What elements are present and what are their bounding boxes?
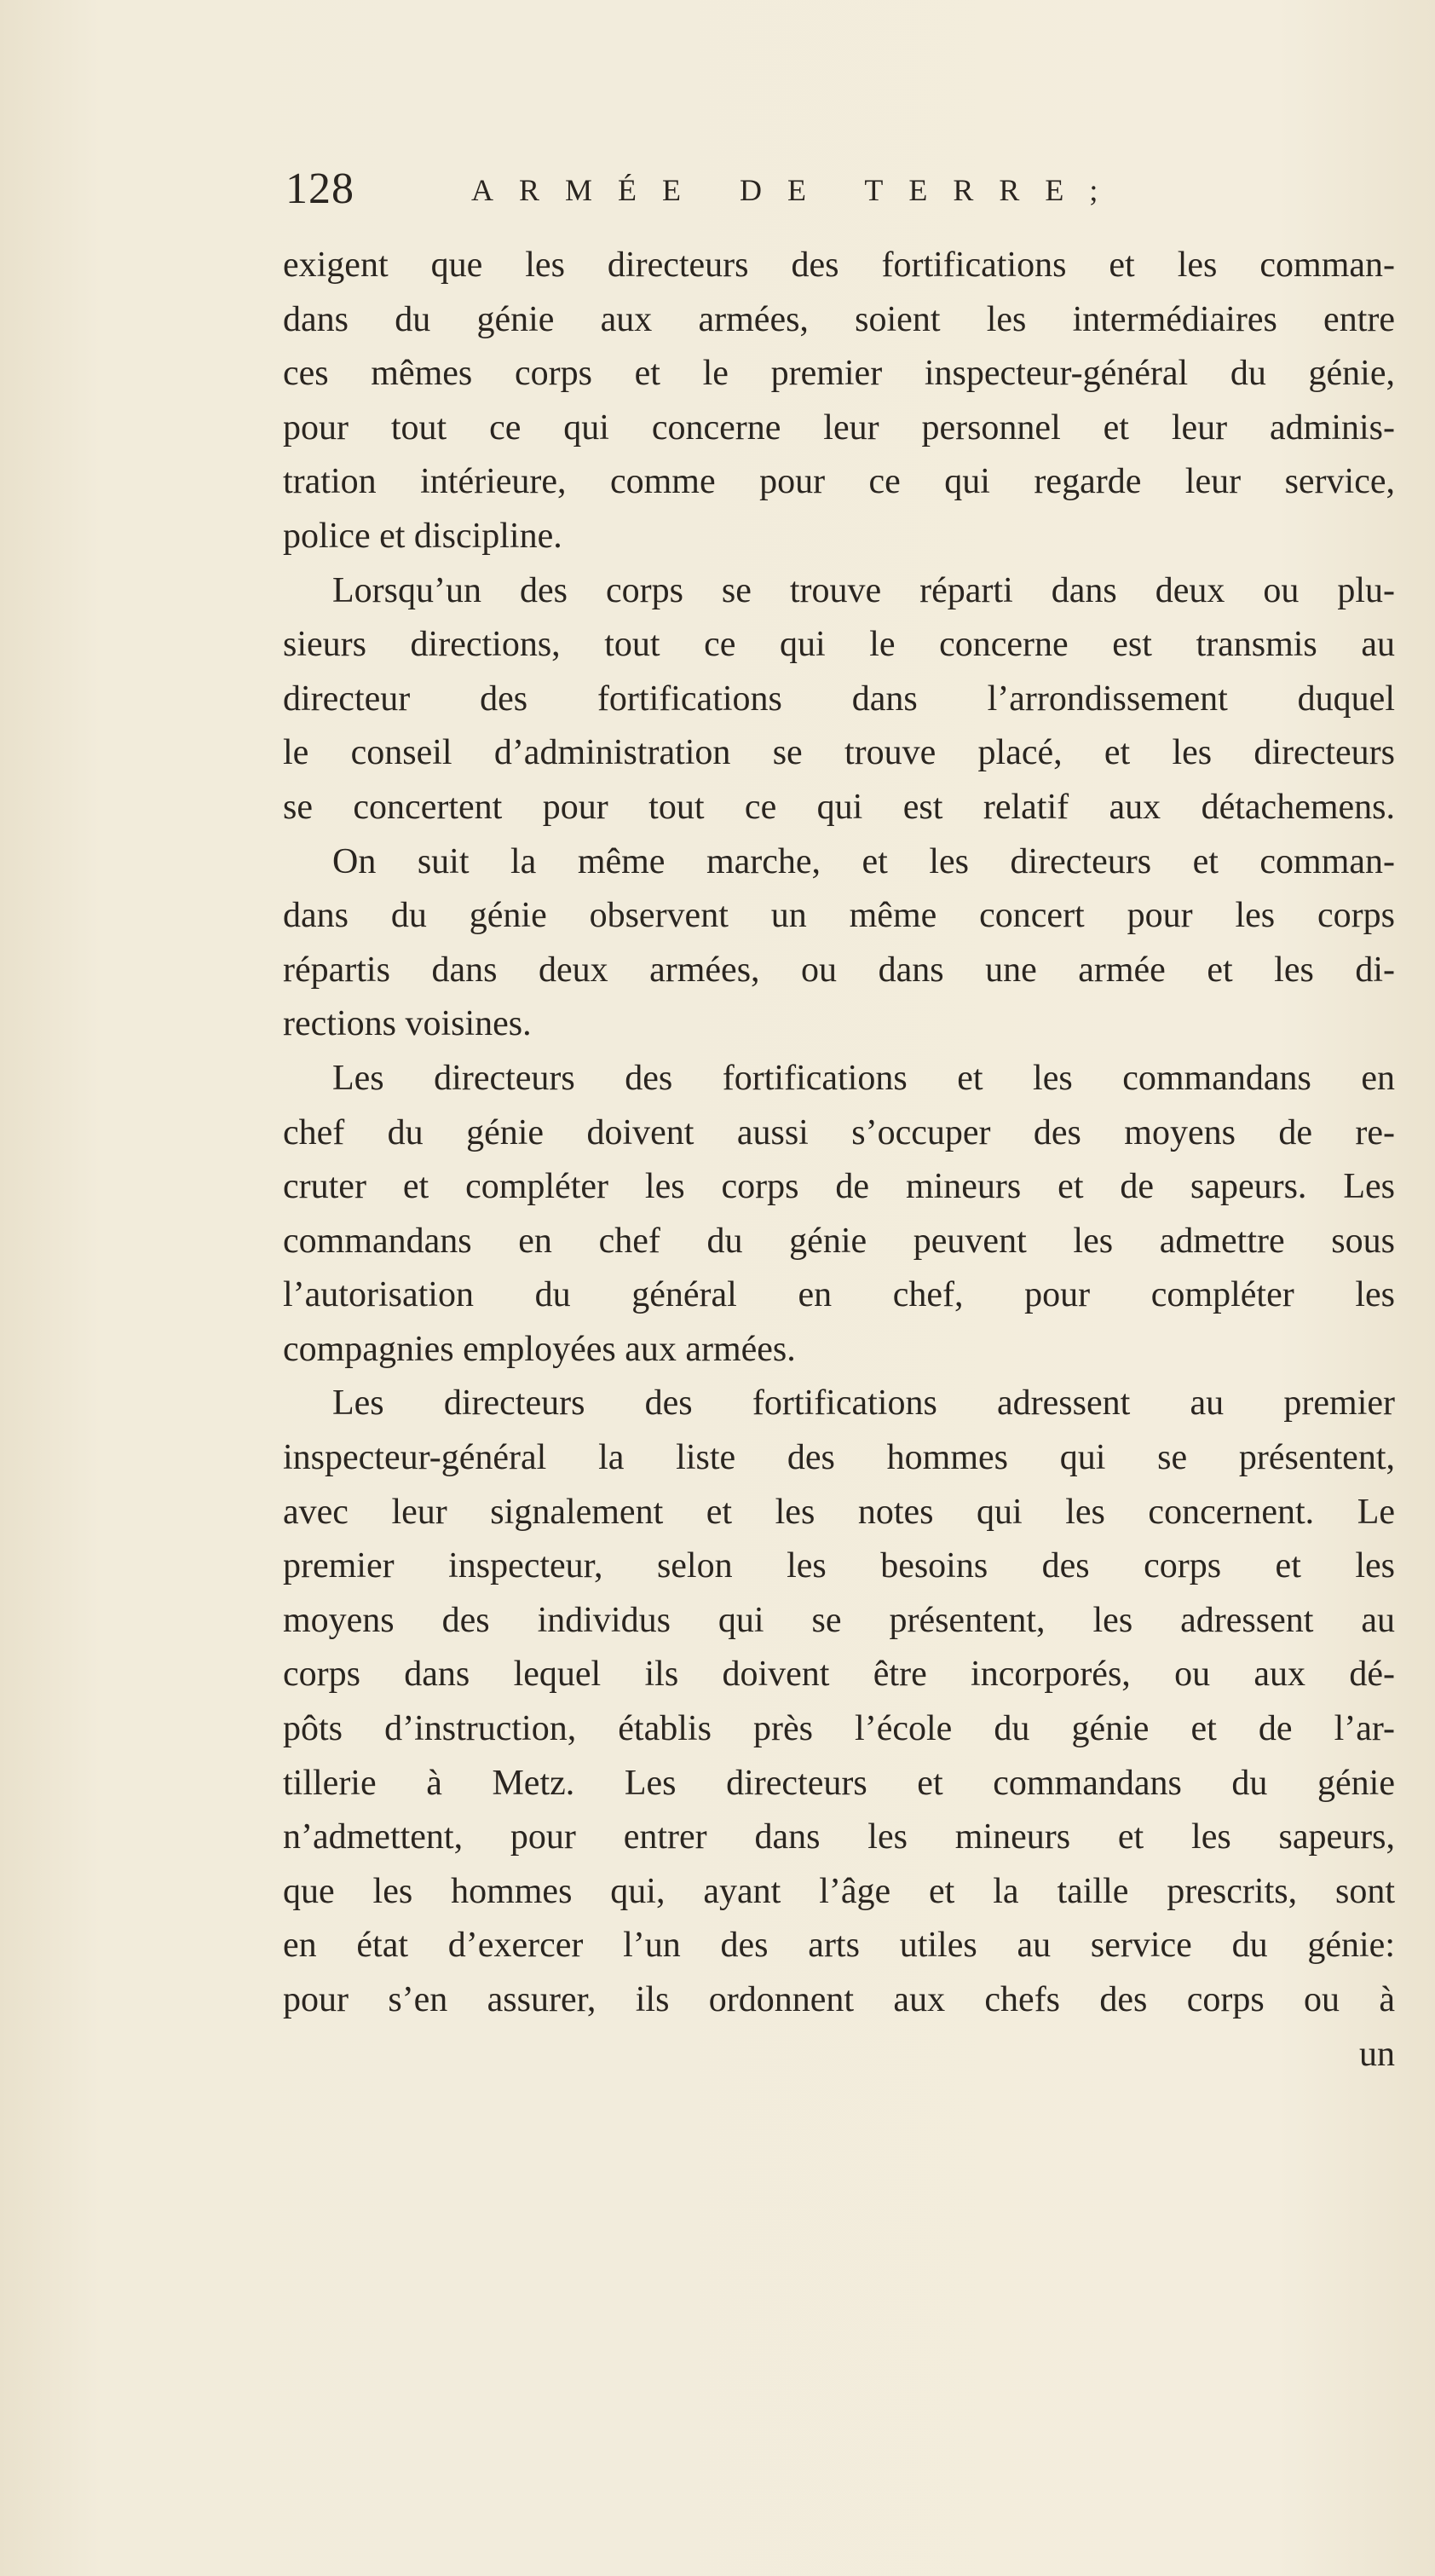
text-line: Les directeurs des fortifications adressent au premier: [332, 1383, 1395, 1424]
text-line: Les directeurs des fortifications et les commandans en: [332, 1058, 1395, 1098]
text-line: ces mêmes corps et le premier inspecteur-général du génie,: [283, 354, 1395, 394]
text-line: dans du génie aux armées, soient les intermédiaires entre: [283, 299, 1395, 339]
text-line: cruter et compléter les corps de mineurs et de sapeurs. Les: [283, 1167, 1395, 1207]
text-line: dans du génie observent un même concert pour les corps: [283, 896, 1395, 936]
text-line: en état d’exercer l’un des arts utiles au service du génie:: [283, 1926, 1395, 1966]
text-line: corps dans lequel ils doivent être incorporés, ou aux dé-: [283, 1655, 1395, 1695]
text-line: chef du génie doivent aussi s’occuper des moyens de re-: [283, 1112, 1395, 1152]
text-line: exigent que les directeurs des fortifications et les comman-: [283, 245, 1395, 285]
running-head: ARMÉE DE TERRE;: [471, 173, 1124, 207]
text-line: commandans en chef du génie peuvent les admettre sous: [283, 1221, 1395, 1261]
text-line: l’autorisation du général en chef, pour compléter les: [283, 1275, 1395, 1315]
text-line: rections voisines.: [283, 1004, 532, 1044]
body-text: [283, 239, 1395, 2082]
text-line: moyens des individus qui se présentent, les adressent au: [283, 1600, 1395, 1640]
text-line: se concertent pour tout ce qui est relatif aux détachemens.: [283, 787, 1395, 827]
text-line: pour tout ce qui concerne leur personnel et leur adminis-: [283, 407, 1395, 448]
text-line: tration intérieure, comme pour ce qui regarde leur service,: [283, 462, 1395, 502]
text-line: compagnies employées aux armées.: [283, 1329, 796, 1369]
text-line: sieurs directions, tout ce qui le concerne est transmis au: [283, 625, 1395, 665]
text-line: inspecteur-général la liste des hommes qui se présentent,: [283, 1438, 1395, 1478]
text-line: le conseil d’administration se trouve placé, et les directeurs: [283, 733, 1395, 773]
text-line: Lorsqu’un des corps se trouve réparti dans deux ou plu-: [332, 570, 1395, 610]
text-line: On suit la même marche, et les directeurs et comman-: [332, 841, 1395, 881]
text-line: répartis dans deux armées, ou dans une armée et les di-: [283, 950, 1395, 990]
text-line: premier inspecteur, selon les besoins des corps et les: [283, 1546, 1395, 1586]
text-line: pôts d’instruction, établis près l’école du génie et de l’ar-: [283, 1709, 1395, 1749]
text-line: n’admettent, pour entrer dans les mineurs et les sapeurs,: [283, 1817, 1395, 1857]
text-line: avec leur signalement et les notes qui les concernent. Le: [283, 1492, 1395, 1532]
text-line: tillerie à Metz. Les directeurs et commandans du génie: [283, 1763, 1395, 1803]
text-line: directeur des fortifications dans l’arrondissement duquel: [283, 679, 1395, 719]
text-line: que les hommes qui, ayant l’âge et la taille prescrits, sont: [283, 1871, 1395, 1911]
text-line: pour s’en assurer, ils ordonnent aux chefs des corps ou à: [283, 1980, 1395, 2019]
page-header: [285, 153, 1393, 222]
page-number: 128: [285, 165, 354, 213]
text-line: police et discipline.: [283, 516, 562, 556]
catchword: un: [1359, 2034, 1395, 2074]
